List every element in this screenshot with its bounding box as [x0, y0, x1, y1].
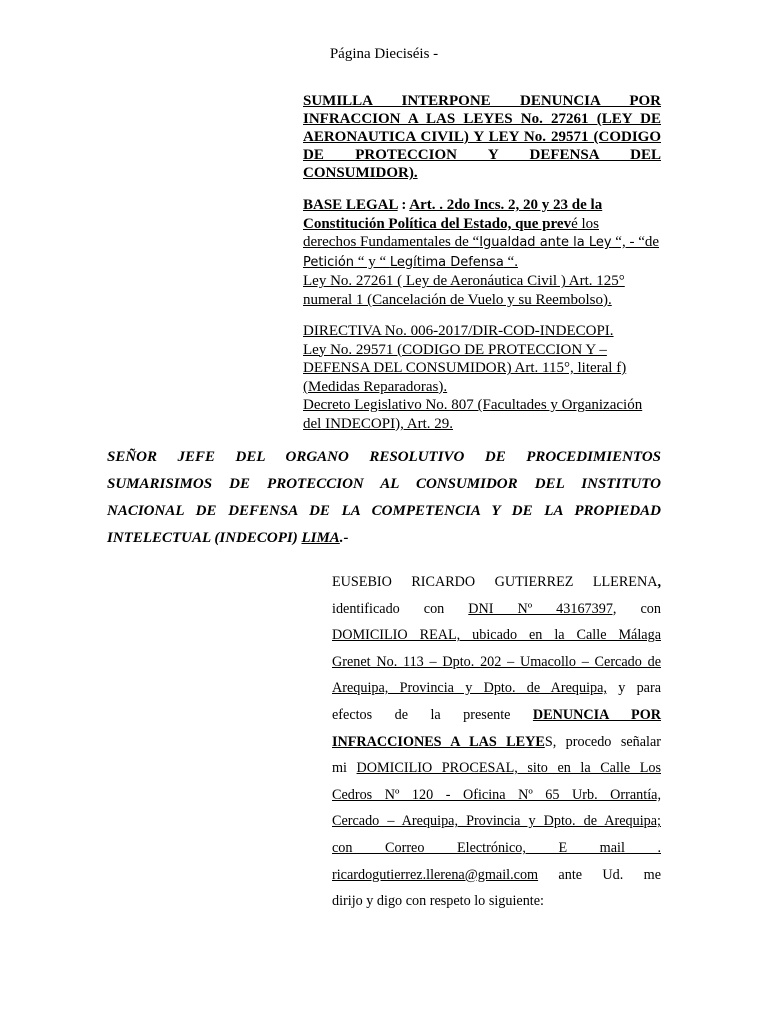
body-text-segment: S, procedo señalar: [544, 733, 661, 750]
body-text-segment: identificado con: [332, 600, 469, 617]
addressee-city: LIMA: [301, 530, 340, 546]
body-line: [332, 569, 661, 596]
base-legal-line4a: Petición: [303, 254, 355, 270]
body-line: Grenet No. 113 – Dpto. 202 – Umacollo – Cercado de: [332, 653, 661, 670]
denuncia-label: DENUNCIA POR: [532, 706, 661, 723]
complainant-name: EUSEBIO RICARDO GUTIERREZ LLERENA: [332, 574, 658, 590]
base-legal-accent: é: [571, 215, 578, 232]
directiva-line: DEFENSA DEL CONSUMIDOR) Art. 115°, literal f): [303, 360, 627, 377]
addressee-suffix: .-: [339, 530, 349, 546]
comma: ,: [657, 574, 661, 590]
body-text-segment: con: [616, 600, 661, 617]
body-text-segment: ante Ud. me: [538, 866, 661, 883]
email-link[interactable]: ricardogutierrez.llerena@gmail.com: [332, 866, 539, 883]
directiva-line: (Medidas Reparadoras).: [303, 378, 448, 395]
sumilla-line: AERONAUTICA CIVIL) Y LEY No. 29571 (CODIGO: [303, 129, 661, 145]
base-legal-line3c: “, - “de: [611, 234, 660, 251]
directiva-line: DIRECTIVA No. 006-2017/DIR-COD-INDECOPI.: [303, 323, 614, 339]
sumilla-line: INFRACCION A LAS LEYES No. 27261 (LEY DE: [303, 111, 661, 127]
sumilla-line: DE PROTECCION Y DEFENSA DEL: [303, 147, 661, 163]
base-legal-line6: numeral 1 (Cancelación de Vuelo y su Reembolso).: [303, 291, 612, 308]
domicilio-procesal: DOMICILIO PROCESAL, sito en la Calle Los: [356, 760, 661, 777]
base-legal-constitucion: Constitución Política del Estado, que prev: [303, 215, 572, 232]
body-line: [332, 596, 661, 623]
address-city: Arequipa, Provincia y Dpto. de Arequipa,: [332, 680, 607, 697]
body-line: [332, 862, 661, 889]
body-line: [332, 675, 661, 702]
body-text-segment: y para: [606, 680, 661, 697]
body-line: [332, 729, 661, 756]
body-line: dirijo y digo con respeto lo siguiente:: [332, 893, 544, 910]
addressee-institution: INTELECTUAL (INDECOPI): [107, 530, 302, 546]
directiva-line: Decreto Legislativo No. 807 (Facultades y Organización: [303, 397, 643, 414]
directiva-line: Ley No. 29571 (CODIGO DE PROTECCION Y –: [303, 341, 607, 358]
sumilla-line: CONSUMIDOR).: [303, 165, 418, 181]
addressee-line: SUMARISIMOS DE PROTECCION AL CONSUMIDOR DEL INSTITUTO: [107, 476, 661, 492]
addressee-line: [107, 525, 661, 552]
page-header: Página Dieciséis -: [329, 46, 439, 62]
body-line: con Correo Electrónico, E mail .: [332, 839, 661, 856]
body-text-segment: mi: [332, 760, 357, 777]
directiva-block: [303, 322, 661, 434]
base-legal-line4b: “ y “: [354, 253, 390, 270]
base-legal-line5: Ley No. 27261 ( Ley de Aeronáutica Civil ) Art. 125°: [303, 273, 625, 290]
base-legal-los: los: [577, 215, 600, 232]
base-legal-line4c: Legítima Defensa: [389, 254, 504, 270]
body-paragraph: [332, 569, 661, 915]
addressee-block: [107, 444, 661, 552]
base-legal-line4d: “.: [503, 253, 518, 270]
addressee-line: NACIONAL DE DEFENSA DE LA COMPETENCIA Y DE LA PROPIEDAD: [107, 503, 661, 519]
body-text-segment: efectos de la presente: [332, 706, 533, 723]
base-legal-line3a: derechos Fundamentales de “: [303, 234, 480, 251]
base-legal-line3b: Igualdad ante la Ley: [479, 235, 612, 251]
directiva-line: del INDECOPI), Art. 29.: [303, 415, 453, 432]
base-legal-block: [303, 196, 661, 310]
body-line: Cercado – Arequipa, Provincia y Dpto. de Arequipa;: [332, 813, 661, 830]
body-line: DOMICILIO REAL, ubicado en la Calle Málaga: [332, 627, 661, 644]
sumilla-block: [303, 92, 661, 182]
infracciones-label: INFRACCIONES A LAS LEYE: [332, 733, 545, 750]
base-legal-art: Art. . 2do Incs. 2, 20 y 23 de la: [409, 197, 603, 213]
dni-value: DNI Nº 43167397,: [468, 600, 617, 617]
body-line: [332, 702, 661, 729]
body-line: Cedros Nº 120 - Oficina Nº 65 Urb. Orrantía,: [332, 786, 661, 803]
addressee-line: SEÑOR JEFE DEL ORGANO RESOLUTIVO DE PROCEDIMIENTOS: [107, 449, 661, 465]
base-legal-colon: :: [397, 197, 410, 213]
body-line: [332, 755, 661, 782]
sumilla-line: SUMILLA INTERPONE DENUNCIA POR: [303, 93, 661, 109]
base-legal-label: BASE LEGAL: [303, 197, 398, 213]
